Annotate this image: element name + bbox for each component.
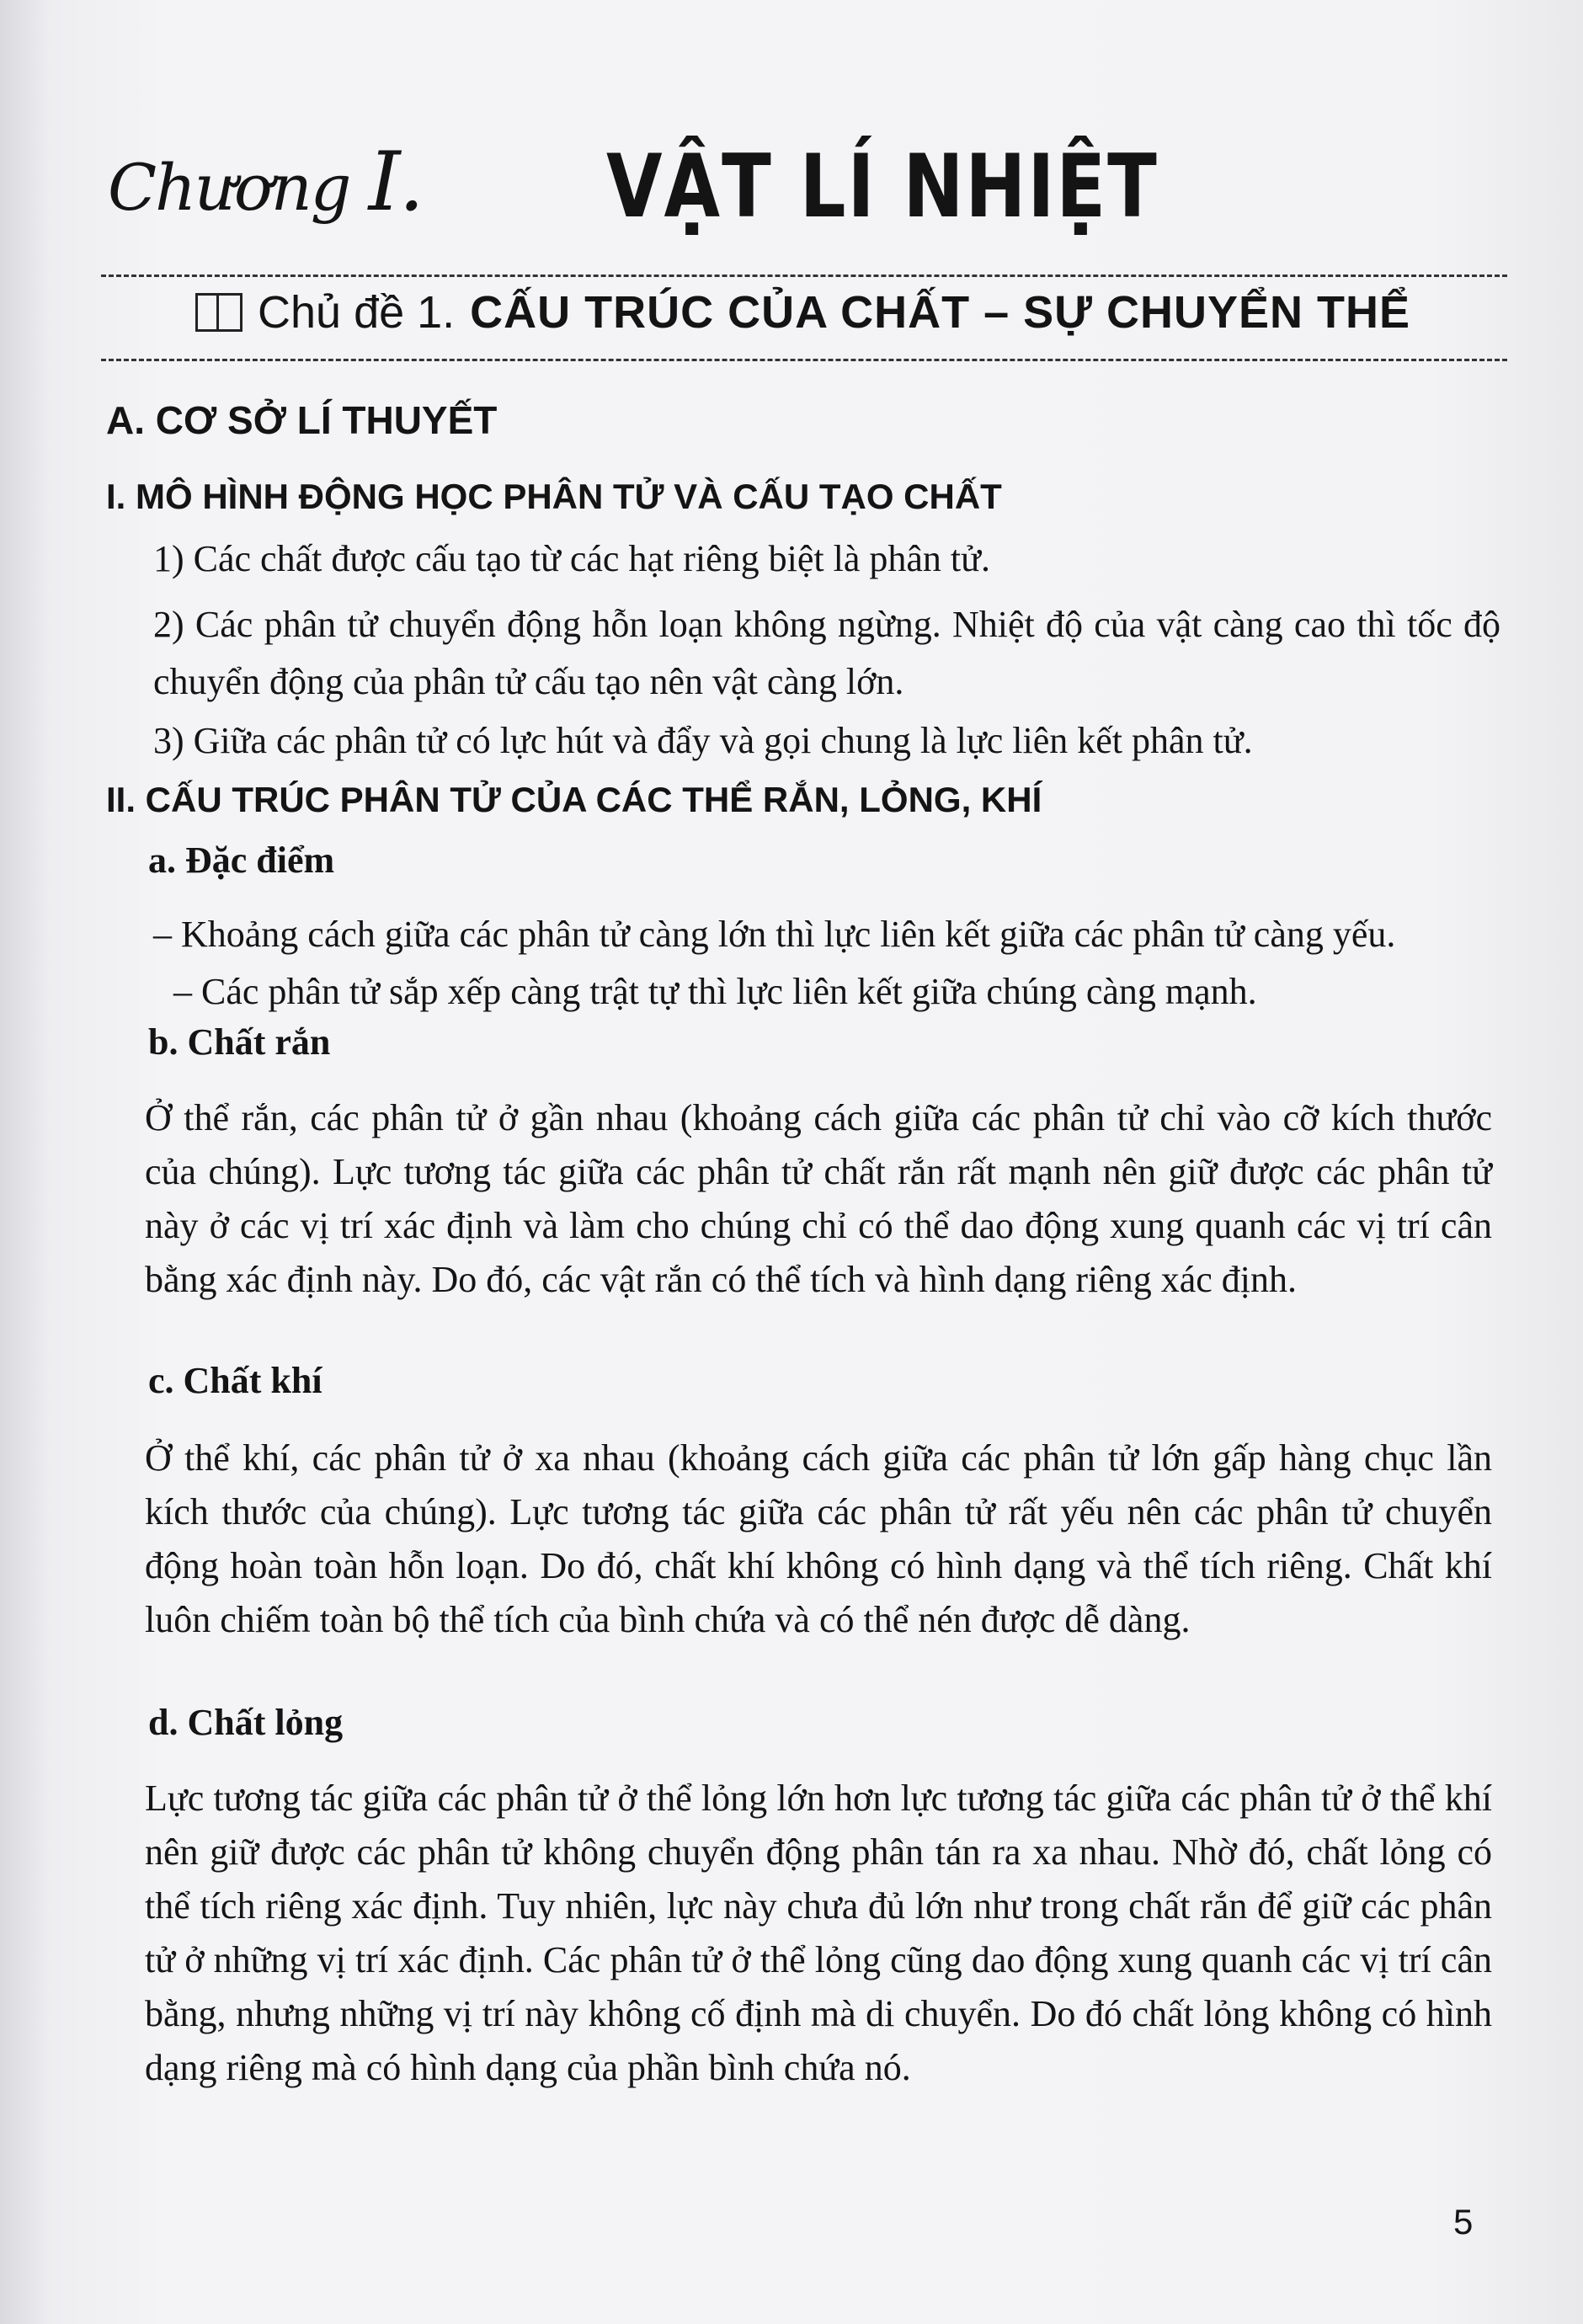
- subheading-c: c. Chất khí: [148, 1360, 322, 1401]
- paragraph-solid: Ở thể rắn, các phân tử ở gần nhau (khoảng cách giữa các phân tử chỉ vào cỡ kích thước của chúng). Lực tương tác giữa các phân tử chất rắn rất mạnh nên giữ được các phân tử này ở các vị trí xác định và làm cho chúng chỉ có thể dao động xung quanh các vị trí cân bằng xác định này. Do đó, các vật rắn có thể tích và hình dạng riêng xác định.: [145, 1097, 1492, 1300]
- section-a-heading: A. CƠ SỞ LÍ THUYẾT: [106, 398, 498, 442]
- list-item: – Khoảng cách giữa các phân tử càng lớn thì lực liên kết giữa các phân tử càng yếu.: [153, 914, 1396, 955]
- list-item: 1) Các chất được cấu tạo từ các hạt riêng biệt là phân tử.: [153, 538, 990, 579]
- chapter-title: VẬT LÍ NHIỆT: [606, 136, 1159, 237]
- chapter-label: [108, 135, 423, 229]
- paragraph-gas: Ở thể khí, các phân tử ở xa nhau (khoảng cách giữa các phân tử lớn gấp hàng chục lần kích thước của chúng). Lực tương tác giữa các phân tử rất yếu nên các phân tử chuyển động hoàn toàn hỗn loạn. Do đó, chất khí không có hình dạng và thể tích riêng. Chất khí luôn chiếm toàn bộ thể tích của bình chứa và có thể nén được dễ dàng.: [145, 1437, 1492, 1640]
- subheading-a: a. Đặc điểm: [148, 840, 335, 881]
- book-icon: [195, 293, 243, 332]
- divider-top: [101, 275, 1507, 277]
- subheading-b: b. Chất rắn: [148, 1021, 331, 1063]
- list-item: 3) Giữa các phân tử có lực hút và đẩy và gọi chung là lực liên kết phân tử.: [153, 720, 1253, 761]
- page-number: 5: [1453, 2202, 1474, 2241]
- subheading-d: d. Chất lỏng: [148, 1702, 344, 1743]
- divider-bottom: [101, 359, 1507, 361]
- part2-heading: II. CẤU TRÚC PHÂN TỬ CỦA CÁC THỂ RẮN, LỎNG, KHÍ: [106, 780, 1042, 819]
- topic-prefix: Chủ đề 1.: [258, 287, 456, 338]
- topic-heading: [195, 286, 1410, 338]
- list-item: – Các phân tử sắp xếp càng trật tự thì lực liên kết giữa chúng càng mạnh.: [173, 971, 1257, 1012]
- topic-title: CẤU TRÚC CỦA CHẤT – SỰ CHUYỂN THỂ: [470, 287, 1410, 338]
- list-item: 2) Các phân tử chuyển động hỗn loạn không ngừng. Nhiệt độ của vật càng cao thì tốc độ chuyển động của phân tử cấu tạo nên vật càng lớn.: [153, 604, 1500, 702]
- part1-heading: I. MÔ HÌNH ĐỘNG HỌC PHÂN TỬ VÀ CẤU TẠO CHẤT: [106, 477, 1002, 516]
- chapter-word: Chương: [108, 150, 350, 225]
- paragraph-liquid: Lực tương tác giữa các phân tử ở thể lỏng lớn hơn lực tương tác giữa các phân tử ở thể khí nên giữ được các phân tử không chuyển động phân tán ra xa nhau. Nhờ đó, chất lỏng có thể tích riêng xác định. Tuy nhiên, lực này chưa đủ lớn như trong chất rắn để giữ các phân tử ở những vị trí xác định. Các phân tử ở thể lỏng cũng dao động xung quanh các vị trí cân bằng, nhưng những vị trí này không cố định mà di chuyển. Do đó chất lỏng không có hình dạng riêng mà có hình dạng của phần bình chứa nó.: [145, 1778, 1492, 2088]
- chapter-number: I.: [368, 135, 424, 229]
